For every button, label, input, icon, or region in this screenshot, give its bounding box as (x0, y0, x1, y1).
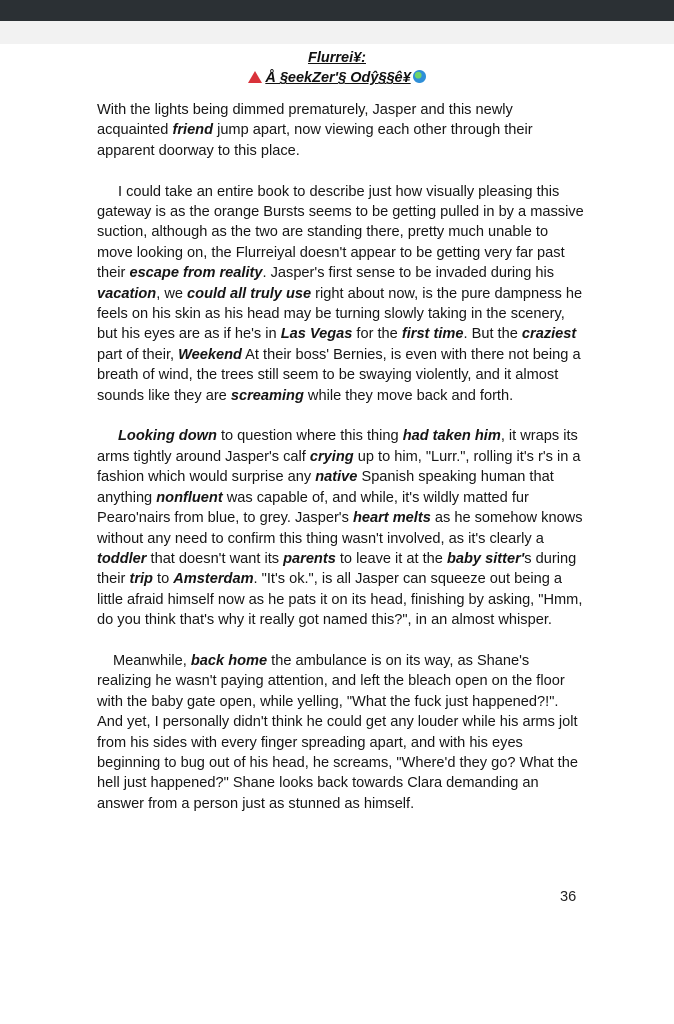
emphasis-text: toddler (97, 550, 147, 567)
emphasis-text: Looking down (118, 428, 217, 445)
body-text-run: to leave it at the (335, 550, 447, 567)
globe-icon (413, 70, 426, 83)
emphasis-text: had taken him (402, 428, 501, 445)
body-text-run: jump apart, now viewing each other through their apparent doorway to this place. (97, 122, 533, 159)
body-text-run: for the (352, 326, 402, 343)
emphasis-text: craziest (521, 326, 577, 343)
red-triangle-icon (248, 71, 262, 83)
top-status-bar (0, 0, 674, 21)
body-text-run: to (152, 571, 174, 588)
body-text-run: as he somehow knows without any need to confirm this thing wasn't involved, as it's clearly a (97, 510, 583, 547)
body-text-run: that doesn't want its (146, 550, 284, 567)
body-text-run: the ambulance is on its way, as Shane's realizing he wasn't paying attention, and left the bleach open on the floor with the baby gate open, while yelling, "What the fuck just happened?!". And yet, I personally didn't think he could get any louder while his arms jolt from his sides with every finger spreading apart, and with his eyes beginning to bug out of his head, he screams, "Where'd they go? What the hell just happened?" Shane looks back towards Clara demanding an answer from a person just as stunned as himself. (97, 652, 578, 812)
body-text-run: At their boss' Bernies, is even with there not being a breath of wind, the trees still seem to be swaying violently, and it almost sounds like they are (97, 346, 581, 404)
title-line-1: Flurrei¥: (307, 50, 366, 66)
emphasis-text: heart melts (352, 510, 431, 527)
body-text-run: s during their (97, 550, 577, 588)
body-text-run: . But the (463, 326, 522, 343)
emphasis-text: could all truly use (187, 285, 312, 302)
emphasis-text: Las Vegas (280, 326, 353, 343)
emphasis-text: screaming (230, 387, 304, 404)
emphasis-text: Weekend (178, 346, 242, 363)
page-body (97, 100, 587, 835)
paragraph-1 (97, 100, 587, 161)
emphasis-text: back home (190, 652, 268, 669)
emphasis-text: native (315, 469, 358, 486)
body-text-run: . "It's ok.", is all Jasper can squeeze out being a little afraid himself now as he pats it on its head, finishing by asking, "Hmm, do you think that's why it really got named this?", in an almost whisper. (97, 571, 583, 629)
paragraph-2 (97, 182, 587, 406)
emphasis-text: Amsterdam (173, 571, 254, 588)
emphasis-text: trip (129, 571, 153, 588)
body-text-run: part of their, (97, 346, 179, 363)
body-text-run: to question where this thing (216, 428, 403, 445)
body-text-run: Meanwhile, (113, 652, 191, 669)
body-text-run: With the lights being dimmed prematurely, Jasper and this newly acquainted (97, 102, 513, 139)
title-line-2: Å §eekZer'§ Odŷ§§ê¥ (265, 70, 411, 86)
paragraph-4 (97, 651, 587, 814)
paragraph-3 (97, 426, 587, 630)
body-text-run: Spanish speaking human that anything (97, 469, 554, 506)
chapter-title (0, 48, 674, 88)
body-text-run: right about now, is the pure dampness he feels on his skin as his head may be turning slowly taking in the scenery, but his eyes are as if he's in (97, 285, 583, 343)
emphasis-text: escape from reality (129, 265, 263, 282)
emphasis-text: crying (309, 448, 354, 465)
body-text-run: was capable of, and while, it's wildly matted fur Pearo'nairs from blue, to grey. Jasper's (97, 489, 529, 527)
page-number: 36 (560, 889, 577, 905)
emphasis-text: first time (401, 326, 464, 343)
body-text-run: up to him, "Lurr.", rolling it's r's in a fashion which would surprise any (97, 448, 581, 486)
body-text-run: , it wraps its arms tightly around Jasper's calf (97, 428, 578, 465)
emphasis-text: friend (172, 122, 214, 139)
title-line-2-wrap (0, 68, 674, 88)
emphasis-text: parents (283, 550, 336, 567)
emphasis-text: vacation (97, 285, 157, 302)
body-text-run: , we (156, 285, 188, 302)
emphasis-text: nonfluent (156, 489, 223, 506)
body-text-run: while they move back and forth. (303, 387, 514, 404)
emphasis-text: baby sitter' (446, 550, 525, 567)
body-text-run: . Jasper's first sense to be invaded during his (262, 265, 555, 282)
body-text-run: I could take an entire book to describe just how visually pleasing this gateway is as the orange Bursts seems to be getting pulled in by a massive suction, although as the two are standing there, pretty much unable to move looking on, the Flurreiyal doesn't appear to be getting very far past their (97, 183, 584, 282)
